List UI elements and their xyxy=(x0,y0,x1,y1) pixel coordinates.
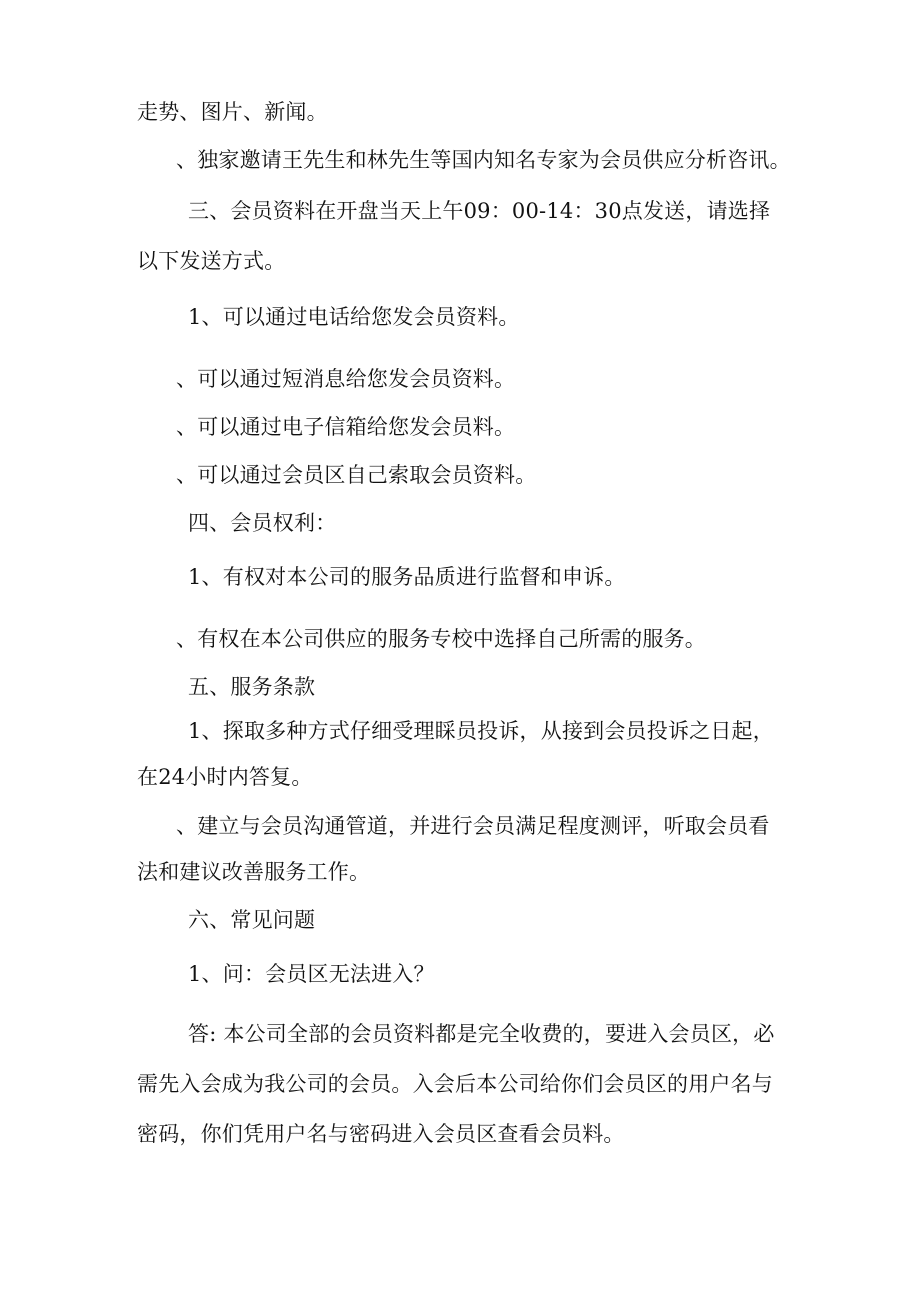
text-line: 在24小时内答复。 xyxy=(137,765,313,789)
text-line: 、可以通过短消息给您发会员资料。 xyxy=(176,367,516,391)
text-line: 走势、图片、新闻。 xyxy=(137,100,328,124)
text-line: 1、问：会员区无法进入？ xyxy=(188,962,435,986)
text-line: 1、可以通过电话给您发会员资料。 xyxy=(188,305,520,329)
text-line: 、可以通过电子信箱给您发会员料。 xyxy=(176,415,516,439)
text-line: 密码，你们凭用户名与密码进入会员区查看会员料。 xyxy=(137,1122,625,1146)
text-line: 、可以通过会员区自己索取会员资料。 xyxy=(176,463,537,487)
text-line: 六、常见问题 xyxy=(188,908,316,932)
text-line: 需先入会成为我公司的会员。入会后本公司给你们会员区的用户名与 xyxy=(137,1072,773,1096)
text-line: 、建立与会员沟通管道，并进行会员满足程度测评，听取会员看 xyxy=(176,814,770,838)
text-line: 、有权在本公司供应的服务专校中选择自己所需的服务。 xyxy=(176,627,706,651)
text-line: 1、有权对本公司的服务品质进行监督和申诉。 xyxy=(188,565,626,589)
text-line: 法和建议改善服务工作。 xyxy=(137,860,371,884)
text-line: 三、会员资料在开盘当天上午09：00-14：30点发送，请选择 xyxy=(188,199,771,223)
text-line: 、独家邀请王先生和林先生等国内知名专家为会员供应分析咨讯。 xyxy=(176,148,791,172)
text-line: 五、服务条款 xyxy=(188,675,316,699)
text-line: 以下发送方式。 xyxy=(137,249,286,273)
text-line: 四、会员权利： xyxy=(188,511,337,535)
text-line: 1、探取多种方式仔细受理睬员投诉，从接到会员投诉之日起， xyxy=(188,719,774,743)
text-line: 答: 本公司全部的会员资料都是完全收费的，要进入会员区，必 xyxy=(188,1022,775,1046)
